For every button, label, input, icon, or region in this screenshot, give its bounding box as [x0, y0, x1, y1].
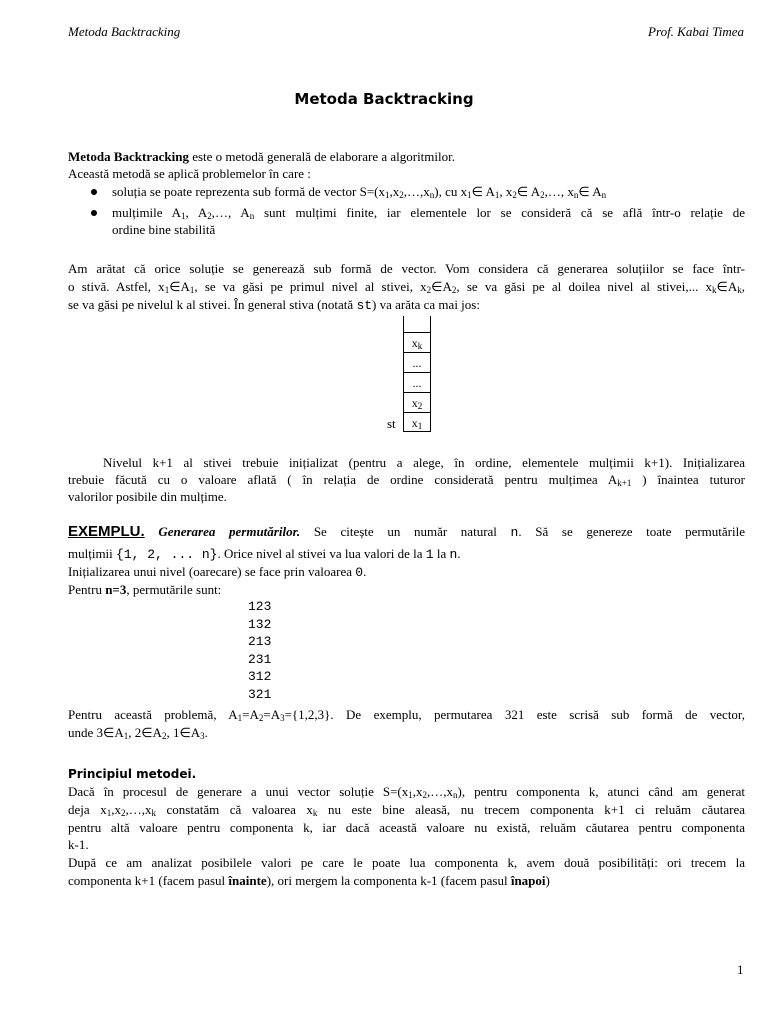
stack-cell: $x_2$ [403, 392, 431, 413]
stack-diagram [403, 316, 431, 432]
example-line-4: Pentru n=3, permutările sunt: [68, 582, 222, 597]
stack-cell: $x_k$ [403, 332, 431, 353]
example-after-1: Pentru această problemă, $A_1=A_2=A_3=\{1,2,3\}$. De exemplu, permutarea 321 este scrisă sub formă de vector, [68, 707, 745, 723]
bullet-icon [91, 210, 97, 216]
stack-cell: ... [403, 372, 431, 393]
intro-line-2: Această metodă se aplică problemelor în care : [68, 166, 311, 181]
permutation-item: 321 [248, 686, 272, 702]
page-title: Metoda Backtracking [294, 90, 474, 108]
paragraph-2-line-2: trebuie făcută cu o valoare aflată ( în relația de ordine considerată pentru mulțimea $A_{k+1}$ ) înaintea tuturor [68, 472, 745, 488]
paragraph-2-line-1: Nivelul k+1 al stivei trebuie inițializat (pentru a alege, în ordine, elementele mulțimii k+1). Inițializarea [103, 455, 745, 470]
example-line-1: EXEMPLU. Generarea permutărilor. Se citește un număr natural n. Să se genereze toate permutările [68, 523, 745, 540]
paragraph-1-line-1: Am arătat că orice soluție se generează sub formă de vector. Vom considera că generarea soluțiilor se face într- [68, 261, 745, 276]
bullet-2-text: mulțimile A [112, 205, 182, 220]
example-line-3: Inițializarea unui nivel (oarecare) se face prin valoarea 0. [68, 564, 367, 580]
principle-heading: Principiul metodei. [68, 767, 197, 781]
header-left: Metoda Backtracking [68, 24, 181, 39]
stack-label: st [387, 416, 396, 431]
permutation-item: 132 [248, 616, 272, 632]
bullet-icon [91, 189, 97, 195]
stack-cell: $x_1$ [403, 412, 431, 433]
paragraph-1-line-3: se va găsi pe nivelul k al stivei. În general stiva (notată st) va arăta ca mai jos: [68, 297, 480, 313]
example-heading: EXEMPLU. [68, 523, 145, 540]
principle-line-1: Dacă în procesul de generare a unui vector soluție $S=(x_1,x_2,\dots,x_n)$, pentru componenta k, atunci când am generat [68, 784, 745, 800]
permutation-item: 231 [248, 651, 272, 667]
bullet-2-line-2: ordine bine stabilită [112, 222, 216, 237]
bullet-2: mulțimile $A_1$, $A_2,\dots$, $A_n$ sunt mulțimi finite, iar elementele lor se consideră că se află într-o relație de [112, 204, 745, 221]
principle-line-2: deja $x_1,x_2,\dots,x_k$ constatăm că valoarea $x_k$ nu este bine aleasă, nu trecem componenta k+1 ci reluăm căutarea [68, 802, 745, 818]
code-st: st [356, 298, 373, 313]
page-number: 1 [737, 962, 744, 977]
example-subtitle: Generarea permutărilor. [158, 524, 301, 539]
header-right: Prof. Kabai Timea [648, 24, 744, 39]
permutation-item: 312 [248, 669, 272, 684]
principle-line-4: k-1. [68, 837, 89, 852]
bullet-1-text: soluția se poate reprezenta sub formă de vector S=(x [112, 184, 386, 199]
paragraph-1-line-2: o stivă. Astfel, $x_1\in A_1$, se va găsi pe primul nivel al stivei, $x_2\in A_2$, se va găsi pe al doilea nivel al stivei,... $x_k\in A_k$, [68, 279, 746, 295]
principle-line-6: componenta k+1 (facem pasul înainte), ori mergem la componenta k-1 (facem pasul înapoi) [68, 873, 550, 888]
principle-line-3: pentru altă valoare pentru componenta k, iar dacă această valoare nu există, reluăm căutarea pentru componenta [68, 820, 745, 835]
permutation-item: 213 [248, 634, 272, 649]
bullet-1: soluția se poate reprezenta sub formă de vector $S=(x_1,x_2,\dots,x_n)$, cu $x_1\in$ $A_1$, $x_2\in$ $A_2,\dots$, $x_n\in$ $A_n$ [112, 183, 745, 200]
principle-line-5: După ce am analizat posibilele valori pe care le poate lua componenta k, avem două posibilități: ori trecem la [68, 855, 745, 870]
intro-bold: Metoda Backtracking [68, 149, 189, 164]
example-line-2: mulțimii {1, 2, ... n}. Orice nivel al stivei va lua valori de la 1 la n. [68, 546, 461, 562]
permutation-list [248, 598, 271, 703]
stack-cell: ... [403, 352, 431, 373]
intro-rest: este o metodă generală de elaborare a algoritmilor. [188, 149, 455, 164]
example-after-2: unde $3\in A_1$, $2\in A_2$, $1\in A_3$. [68, 725, 208, 741]
intro-line-1 [68, 148, 745, 165]
permutation-item: 123 [248, 599, 272, 614]
paragraph-2-line-3: valorilor posibile din mulțime. [68, 489, 227, 504]
